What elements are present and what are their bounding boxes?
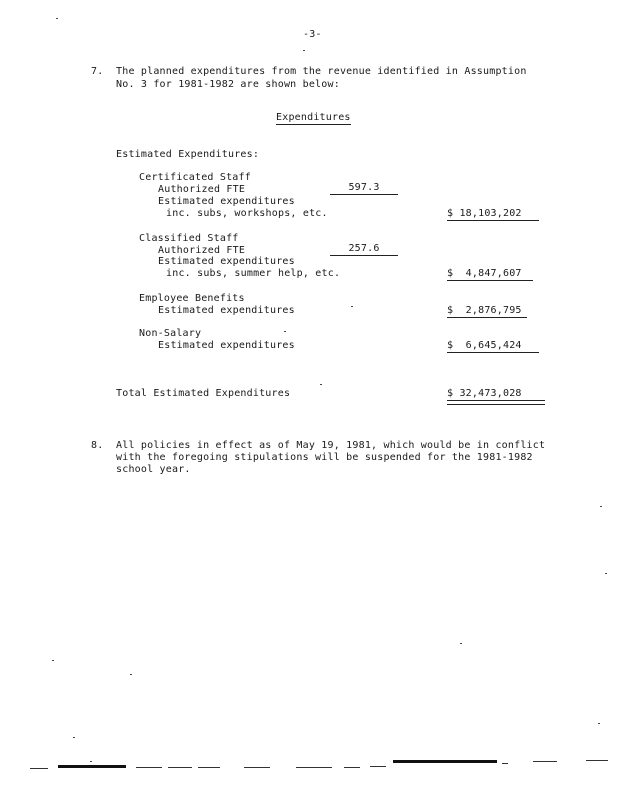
certificated-exp-label: Estimated expenditures <box>158 196 295 207</box>
scan-speck <box>605 573 607 574</box>
total-double-underline <box>447 404 545 405</box>
scan-artifact <box>58 765 126 768</box>
scan-artifact <box>168 767 192 768</box>
expenditures-heading: Expenditures <box>276 112 351 123</box>
classified-fte-label: Authorized FTE <box>158 245 246 256</box>
item-8-line-3: school year. <box>116 464 191 475</box>
scan-artifact <box>586 760 608 761</box>
classified-exp-sub: inc. subs, summer help, etc. <box>166 268 341 279</box>
certificated-amount: $ 18,103,202 <box>447 208 539 221</box>
total-label: Total Estimated Expenditures <box>116 388 291 399</box>
certificated-exp-sub: inc. subs, workshops, etc. <box>166 208 328 219</box>
non-salary-amount: $ 6,645,424 <box>447 340 539 353</box>
scan-speck <box>460 643 462 644</box>
scan-artifact <box>393 760 497 763</box>
item-8-number: 8. <box>91 440 104 451</box>
scan-speck <box>130 674 132 675</box>
item-7-line-1: The planned expenditures from the revenue identified in Assumption <box>116 66 527 77</box>
certificated-fte-label: Authorized FTE <box>158 184 246 195</box>
non-salary-title: Non-Salary <box>139 328 202 339</box>
scan-artifact <box>533 761 557 762</box>
employee-benefits-amount: $ 2,876,795 <box>447 305 527 318</box>
scan-artifact <box>244 767 270 768</box>
certificated-fte-value: 597.3 <box>330 182 398 195</box>
scan-artifact <box>30 768 48 769</box>
employee-benefits-title: Employee Benefits <box>139 293 245 304</box>
classified-amount: $ 4,847,607 <box>447 268 533 281</box>
scan-speck <box>598 723 600 724</box>
employee-benefits-exp-label: Estimated expenditures <box>158 305 295 316</box>
classified-exp-label: Estimated expenditures <box>158 256 295 267</box>
page-number: -3- <box>303 29 322 40</box>
non-salary-exp-label: Estimated expenditures <box>158 340 295 351</box>
classified-fte-value: 257.6 <box>330 243 398 256</box>
scan-speck <box>90 761 92 762</box>
item-8-line-2: with the foregoing stipulations will be suspended for the 1981-1982 <box>116 452 533 463</box>
scan-artifact <box>296 767 332 768</box>
scan-speck <box>351 306 353 307</box>
item-7-number: 7. <box>91 66 104 77</box>
scan-artifact <box>198 767 220 768</box>
item-7-line-2: No. 3 for 1981-1982 are shown below: <box>116 79 340 90</box>
certificated-staff-title: Certificated Staff <box>139 172 251 183</box>
scan-artifact <box>344 767 360 768</box>
classified-staff-title: Classified Staff <box>139 233 239 244</box>
scan-speck <box>284 331 286 332</box>
scan-speck <box>320 384 322 385</box>
total-amount: $ 32,473,028 <box>447 388 545 401</box>
scan-speck <box>600 506 602 507</box>
scan-speck <box>73 737 75 738</box>
scan-artifact <box>502 763 508 764</box>
scan-speck <box>52 660 54 661</box>
estimated-expenditures-label: Estimated Expenditures: <box>116 149 260 160</box>
scan-speck <box>303 50 305 51</box>
item-8-line-1: All policies in effect as of May 19, 1981, which would be in conflict <box>116 440 546 451</box>
scan-artifact <box>370 766 386 767</box>
scan-speck <box>56 18 58 19</box>
scan-artifact <box>136 767 162 768</box>
